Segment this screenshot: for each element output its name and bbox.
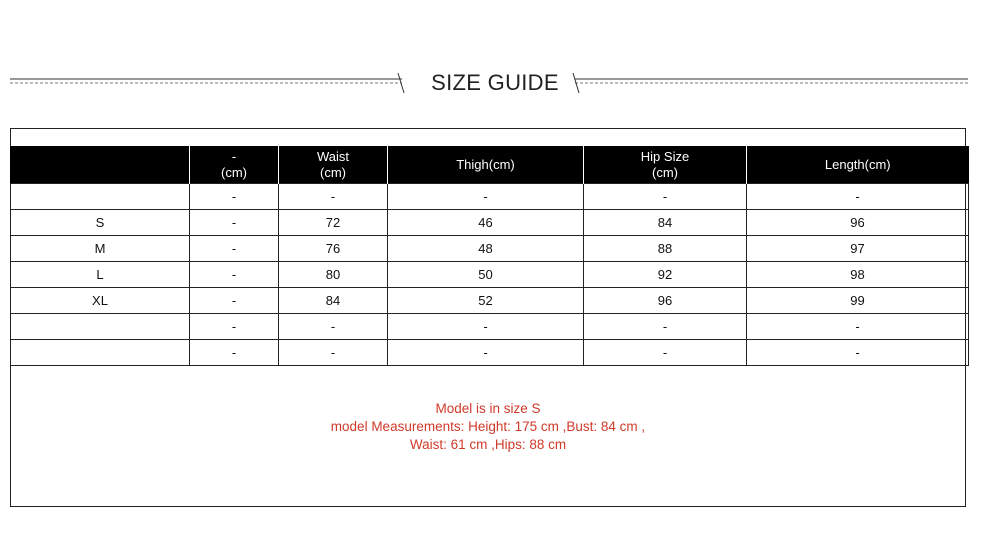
table-cell: 88	[584, 236, 747, 262]
table-cell: 48	[388, 236, 584, 262]
table-cell: 76	[279, 236, 388, 262]
column-header	[584, 146, 747, 184]
column-header-line: -	[231, 148, 237, 164]
table-body	[11, 184, 969, 366]
table-cell: 99	[747, 288, 969, 314]
table-row	[11, 210, 969, 236]
table-cell: -	[388, 314, 584, 340]
size-label-cell	[11, 314, 190, 340]
table-cell: -	[279, 314, 388, 340]
model-measurements-note	[10, 400, 966, 454]
table-cell: -	[190, 314, 279, 340]
table-cell: -	[747, 340, 969, 366]
size-label-cell: M	[11, 236, 190, 262]
table-cell: 98	[747, 262, 969, 288]
table-cell: -	[584, 340, 747, 366]
table-cell: 80	[279, 262, 388, 288]
size-label-cell	[11, 184, 190, 210]
table-cell: -	[190, 340, 279, 366]
table-cell: 96	[584, 288, 747, 314]
column-header-line: Waist	[316, 148, 350, 164]
table-cell: -	[747, 184, 969, 210]
table-cell: -	[747, 314, 969, 340]
table-cell: -	[388, 184, 584, 210]
size-label-cell: S	[11, 210, 190, 236]
table-cell: -	[584, 184, 747, 210]
size-table	[10, 146, 969, 366]
table-cell: -	[190, 184, 279, 210]
table-cell: 50	[388, 262, 584, 288]
table-cell: 97	[747, 236, 969, 262]
column-header-unit: (cm)	[221, 164, 247, 180]
column-header	[190, 146, 279, 184]
table-row	[11, 314, 969, 340]
size-label-cell	[11, 340, 190, 366]
table-cell: 52	[388, 288, 584, 314]
table-row	[11, 236, 969, 262]
column-header	[388, 146, 584, 184]
column-header-unit: (cm)	[652, 164, 678, 180]
column-header-line: Length(cm)	[824, 156, 891, 172]
size-guide-title-bar	[0, 66, 984, 102]
size-label-cell: XL	[11, 288, 190, 314]
table-cell: -	[279, 184, 388, 210]
column-header	[747, 146, 969, 184]
size-label-cell: L	[11, 262, 190, 288]
table-cell: -	[279, 340, 388, 366]
column-header-line: Hip Size	[640, 148, 690, 164]
table-cell: 96	[747, 210, 969, 236]
table-row	[11, 184, 969, 210]
note-line: model Measurements: Height: 175 cm ,Bust: 84 cm ,	[330, 419, 646, 434]
table-cell: -	[190, 210, 279, 236]
table-row	[11, 288, 969, 314]
table-cell: 84	[279, 288, 388, 314]
table-row	[11, 262, 969, 288]
table-cell: -	[190, 288, 279, 314]
table-cell: 92	[584, 262, 747, 288]
column-header	[11, 146, 190, 184]
page-title: SIZE GUIDE	[431, 70, 559, 95]
table-cell: -	[190, 236, 279, 262]
column-header-unit: (cm)	[320, 164, 346, 180]
table-row	[11, 340, 969, 366]
table-cell: 84	[584, 210, 747, 236]
table-cell: -	[584, 314, 747, 340]
table-cell: 46	[388, 210, 584, 236]
note-line: Model is in size S	[435, 401, 541, 416]
table-cell: 72	[279, 210, 388, 236]
note-line: Waist: 61 cm ,Hips: 88 cm	[409, 437, 567, 452]
column-header-line: Thigh(cm)	[456, 156, 515, 172]
table-header-row	[11, 146, 969, 184]
table-cell: -	[190, 262, 279, 288]
column-header	[279, 146, 388, 184]
table-cell: -	[388, 340, 584, 366]
